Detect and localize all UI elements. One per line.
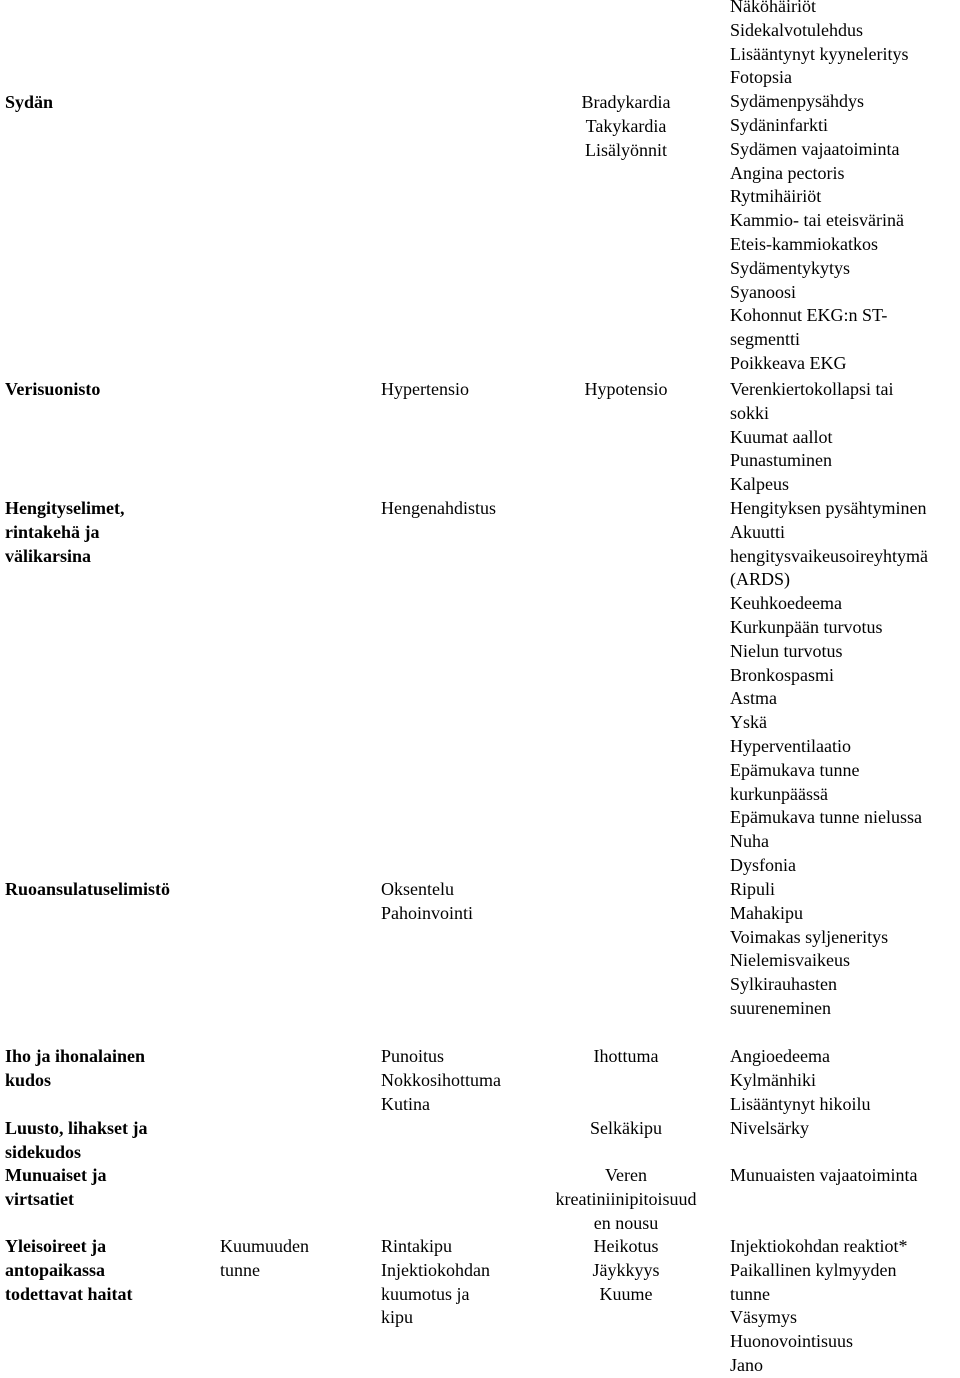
cell-line: Nivelsärky <box>730 1118 809 1138</box>
effect-cell-col5 <box>730 1045 870 1116</box>
cell-line: Syanoosi <box>730 281 797 302</box>
cell-line: Hypertensio <box>381 379 469 399</box>
cell-line: Fotopsia <box>730 67 793 88</box>
cell-line: sidekudos <box>5 1141 82 1162</box>
organ-class-cell <box>5 497 124 568</box>
cell-line: Eteis-kammiokatkos <box>730 233 878 254</box>
cell-line: Rintakipu <box>381 1236 452 1256</box>
cell-line: Keuhkoedeema <box>730 593 842 614</box>
cell-line: Astma <box>730 688 777 709</box>
cell-line: suureneminen <box>730 997 831 1018</box>
cell-line: Injektiokohdan reaktiot* <box>730 1236 908 1256</box>
cell-line: kuumotus ja <box>381 1283 470 1304</box>
cell-line: Munuaisten vajaatoiminta <box>730 1165 918 1185</box>
cell-line: Hyperventilaatio <box>730 735 851 756</box>
cell-line: Kurkunpään turvotus <box>730 616 883 637</box>
cell-line: Nokkosihottuma <box>381 1069 501 1090</box>
effect-cell-col5 <box>730 1164 917 1188</box>
cell-line: Lisääntynyt hikoilu <box>730 1093 871 1114</box>
effect-cell-col3 <box>381 497 496 521</box>
cell-line: Kuumuuden <box>220 1236 309 1256</box>
cell-line: Punoitus <box>381 1046 445 1066</box>
effect-cell-col5 <box>730 1235 907 1378</box>
cell-line: Angioedeema <box>730 1046 830 1066</box>
cell-line: Sydämentykytys <box>730 257 850 278</box>
cell-line: Lisääntynyt kyyneleritys <box>730 43 909 64</box>
cell-line: Heikotus <box>593 1236 659 1256</box>
cell-line: kurkunpäässä <box>730 783 828 804</box>
cell-line: (ARDS) <box>730 569 791 590</box>
cell-line: Kutina <box>381 1093 430 1114</box>
cell-line: kreatiniinipitoisuud <box>555 1188 697 1209</box>
cell-line: Jäykkyys <box>592 1259 660 1280</box>
cell-line: Sydämen vajaatoiminta <box>730 138 900 159</box>
cell-line: Paikallinen kylmyyden <box>730 1259 897 1280</box>
cell-line: Hengityksen pysähtyminen <box>730 498 927 518</box>
effect-cell-col4 <box>540 378 712 402</box>
cell-line: Poikkeava EKG <box>730 352 847 373</box>
effect-cell-col3 <box>381 1045 501 1116</box>
cell-line: Mahakipu <box>730 902 803 923</box>
cell-line: Hengityselimet, <box>5 498 125 518</box>
cell-line: tunne <box>730 1283 770 1304</box>
cell-line: Sydämenpysähdys <box>730 91 864 112</box>
cell-line: Luusto, lihakset ja <box>5 1118 148 1138</box>
cell-line: hengitysvaikeusoireyhtymä <box>730 545 928 566</box>
cell-line: Nielun turvotus <box>730 640 843 661</box>
effect-cell-col4 <box>540 1117 712 1141</box>
cell-line: Kammio- tai eteisvärinä <box>730 210 904 231</box>
cell-line: Punastuminen <box>730 450 832 471</box>
cell-line: Sydän <box>5 92 54 112</box>
effect-cell-col4 <box>540 1164 712 1235</box>
effect-cell-col3 <box>381 878 473 926</box>
cell-line: Kuumat aallot <box>730 426 833 447</box>
cell-line: Ruoansulatuselimistö <box>5 879 171 899</box>
cell-line: Verenkiertokollapsi tai <box>730 379 894 399</box>
cell-line: Väsymys <box>730 1307 797 1328</box>
effect-cell-col4 <box>540 1045 712 1069</box>
cell-line: Pahoinvointi <box>381 902 474 923</box>
cell-line: Kohonnut EKG:n ST- <box>730 305 888 326</box>
cell-line: Kuume <box>599 1283 653 1304</box>
cell-line: Rytmihäiriöt <box>730 186 822 207</box>
cell-line: Injektiokohdan <box>381 1259 490 1280</box>
cell-line: Lisälyönnit <box>585 139 667 160</box>
cell-line: Dysfonia <box>730 854 796 875</box>
cell-line: Akuutti <box>730 521 786 542</box>
cell-line: kipu <box>381 1307 414 1328</box>
cell-line: Yleisoireet ja <box>5 1236 107 1256</box>
cell-line: Nuha <box>730 831 769 852</box>
effect-cell-col5 <box>730 0 908 376</box>
cell-line: Bradykardia <box>581 92 671 112</box>
cell-line: Angina pectoris <box>730 162 845 183</box>
effect-cell-col5 <box>730 497 928 878</box>
cell-line: kudos <box>5 1069 52 1090</box>
cell-line: välikarsina <box>5 545 92 566</box>
cell-line: Ripuli <box>730 879 776 899</box>
cell-line: Nielemisvaikeus <box>730 950 850 971</box>
cell-line: Huonovointisuus <box>730 1331 854 1352</box>
cell-line: rintakehä ja <box>5 521 100 542</box>
cell-line: todettavat haitat <box>5 1283 133 1304</box>
cell-line: Iho ja ihonalainen <box>5 1046 146 1066</box>
organ-class-cell <box>5 1235 132 1306</box>
effect-cell-col3 <box>381 1235 490 1330</box>
effect-cell-col2 <box>220 1235 309 1283</box>
organ-class-cell <box>5 91 53 115</box>
organ-class-cell <box>5 1117 148 1165</box>
cell-line: Näköhäiriöt <box>730 0 816 16</box>
cell-line: Epämukava tunne nielussa <box>730 807 922 828</box>
cell-line: Hypotensio <box>584 379 668 399</box>
cell-line: en nousu <box>593 1212 659 1233</box>
cell-line: segmentti <box>730 329 800 350</box>
effect-cell-col4 <box>540 91 712 162</box>
cell-line: sokki <box>730 402 770 423</box>
cell-line: Kylmänhiki <box>730 1069 816 1090</box>
cell-line: Jano <box>730 1354 763 1375</box>
cell-line: Munuaiset ja <box>5 1165 107 1185</box>
cell-line: Sylkirauhasten <box>730 974 837 995</box>
cell-line: antopaikassa <box>5 1259 106 1280</box>
cell-line: Takykardia <box>585 115 667 136</box>
cell-line: Kalpeus <box>730 474 789 495</box>
cell-line: Hengenahdistus <box>381 498 496 518</box>
effect-cell-col5 <box>730 878 888 1021</box>
effect-cell-col5 <box>730 378 893 497</box>
cell-line: Bronkospasmi <box>730 664 835 685</box>
cell-line: virtsatiet <box>5 1188 74 1209</box>
cell-line: Selkäkipu <box>590 1118 662 1138</box>
effect-cell-col4 <box>540 1235 712 1306</box>
cell-line: Veren <box>605 1165 647 1185</box>
cell-line: Ihottuma <box>593 1046 659 1066</box>
cell-line: Oksentelu <box>381 879 454 899</box>
organ-class-cell <box>5 378 100 402</box>
cell-line: Yskä <box>730 712 767 733</box>
effect-cell-col5 <box>730 1117 809 1141</box>
organ-class-cell <box>5 1164 107 1212</box>
organ-class-cell <box>5 1045 145 1093</box>
cell-line: Verisuonisto <box>5 379 101 399</box>
organ-class-cell <box>5 878 170 902</box>
effect-cell-col3 <box>381 378 469 402</box>
cell-line: Sidekalvotulehdus <box>730 19 863 40</box>
cell-line: tunne <box>220 1259 260 1280</box>
cell-line: Sydäninfarkti <box>730 114 828 135</box>
cell-line: Voimakas syljeneritys <box>730 926 889 947</box>
cell-line: Epämukava tunne <box>730 759 860 780</box>
